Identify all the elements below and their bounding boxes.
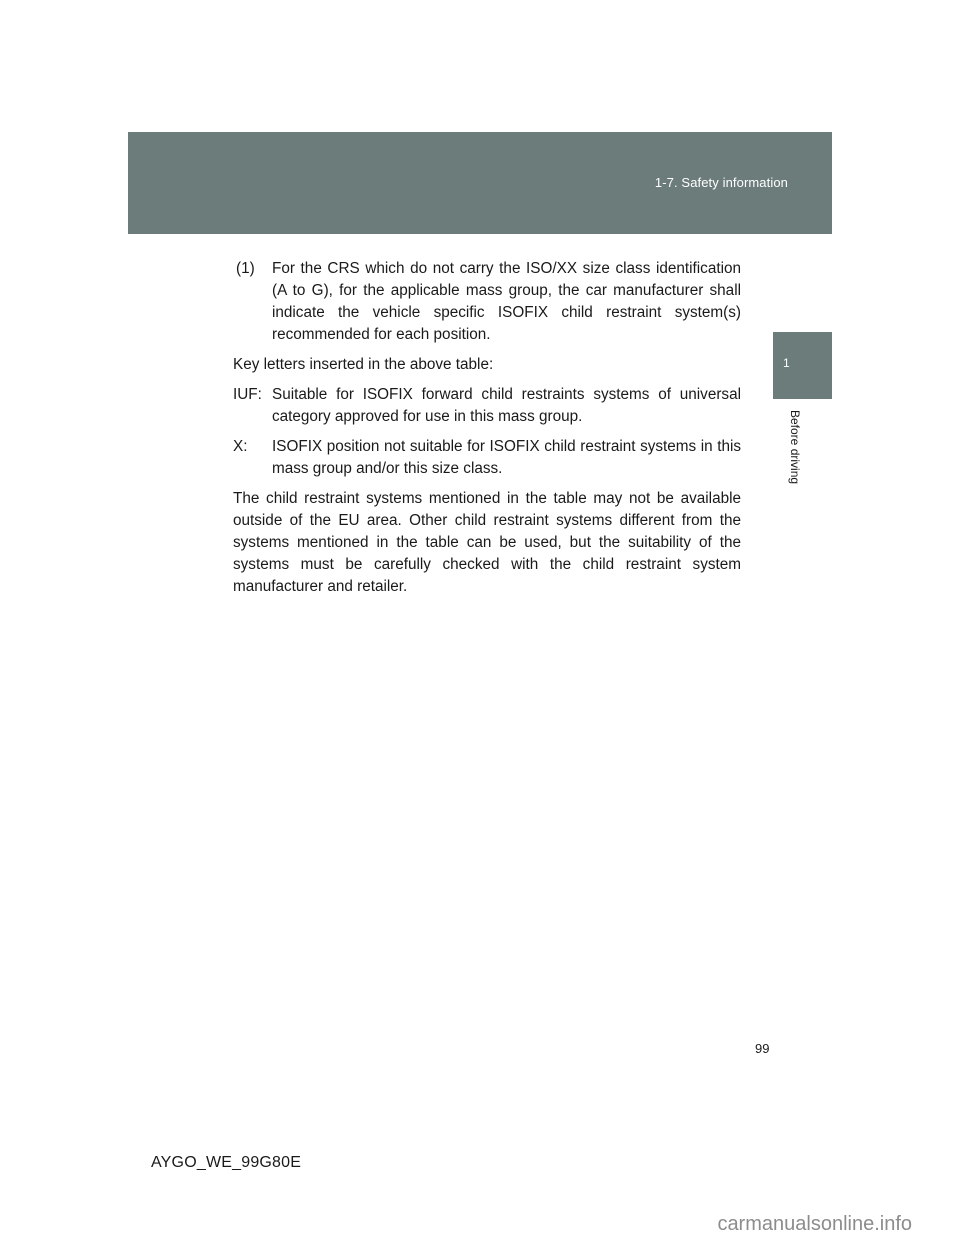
- footnote-1: [233, 258, 741, 346]
- footnote-text: For the CRS which do not carry the ISO/XX size class identification (A to G), for the applicable mass group, the car manufacturer shall indicate the vehicle specific ISOFIX child restraint system(s) recommended for each position.: [272, 260, 741, 343]
- key-letter: IUF:: [233, 386, 262, 403]
- key-intro: Key letters inserted in the above table:: [233, 356, 494, 373]
- key-description: ISOFIX position not suitable for ISOFIX child restraint systems in this mass group and/or this size class.: [272, 438, 741, 477]
- key-description: Suitable for ISOFIX forward child restraints systems of universal category approved for use in this mass group.: [272, 386, 741, 425]
- header-band: [128, 132, 832, 234]
- closing-paragraph: The child restraint systems mentioned in the table may not be available outside of the EU area. Other child restraint systems different from the systems mentioned in the table can be used, but the suitability of the systems must be carefully checked with the child restraint system manufacturer and retailer.: [233, 490, 741, 595]
- page-number: 99: [755, 1041, 770, 1056]
- watermark: carmanualsonline.info: [717, 1213, 912, 1235]
- document-code: AYGO_WE_99G80E: [151, 1154, 302, 1171]
- key-item-iuf: [233, 384, 741, 428]
- page-content: [233, 258, 741, 606]
- key-letter: X:: [233, 438, 248, 455]
- section-title: 1-7. Safety information: [654, 175, 788, 190]
- chapter-number: 1: [783, 356, 790, 370]
- key-item-x: [233, 436, 741, 480]
- chapter-label: Before driving: [788, 410, 802, 485]
- footnote-marker: (1): [236, 260, 255, 277]
- chapter-tab: [773, 332, 832, 399]
